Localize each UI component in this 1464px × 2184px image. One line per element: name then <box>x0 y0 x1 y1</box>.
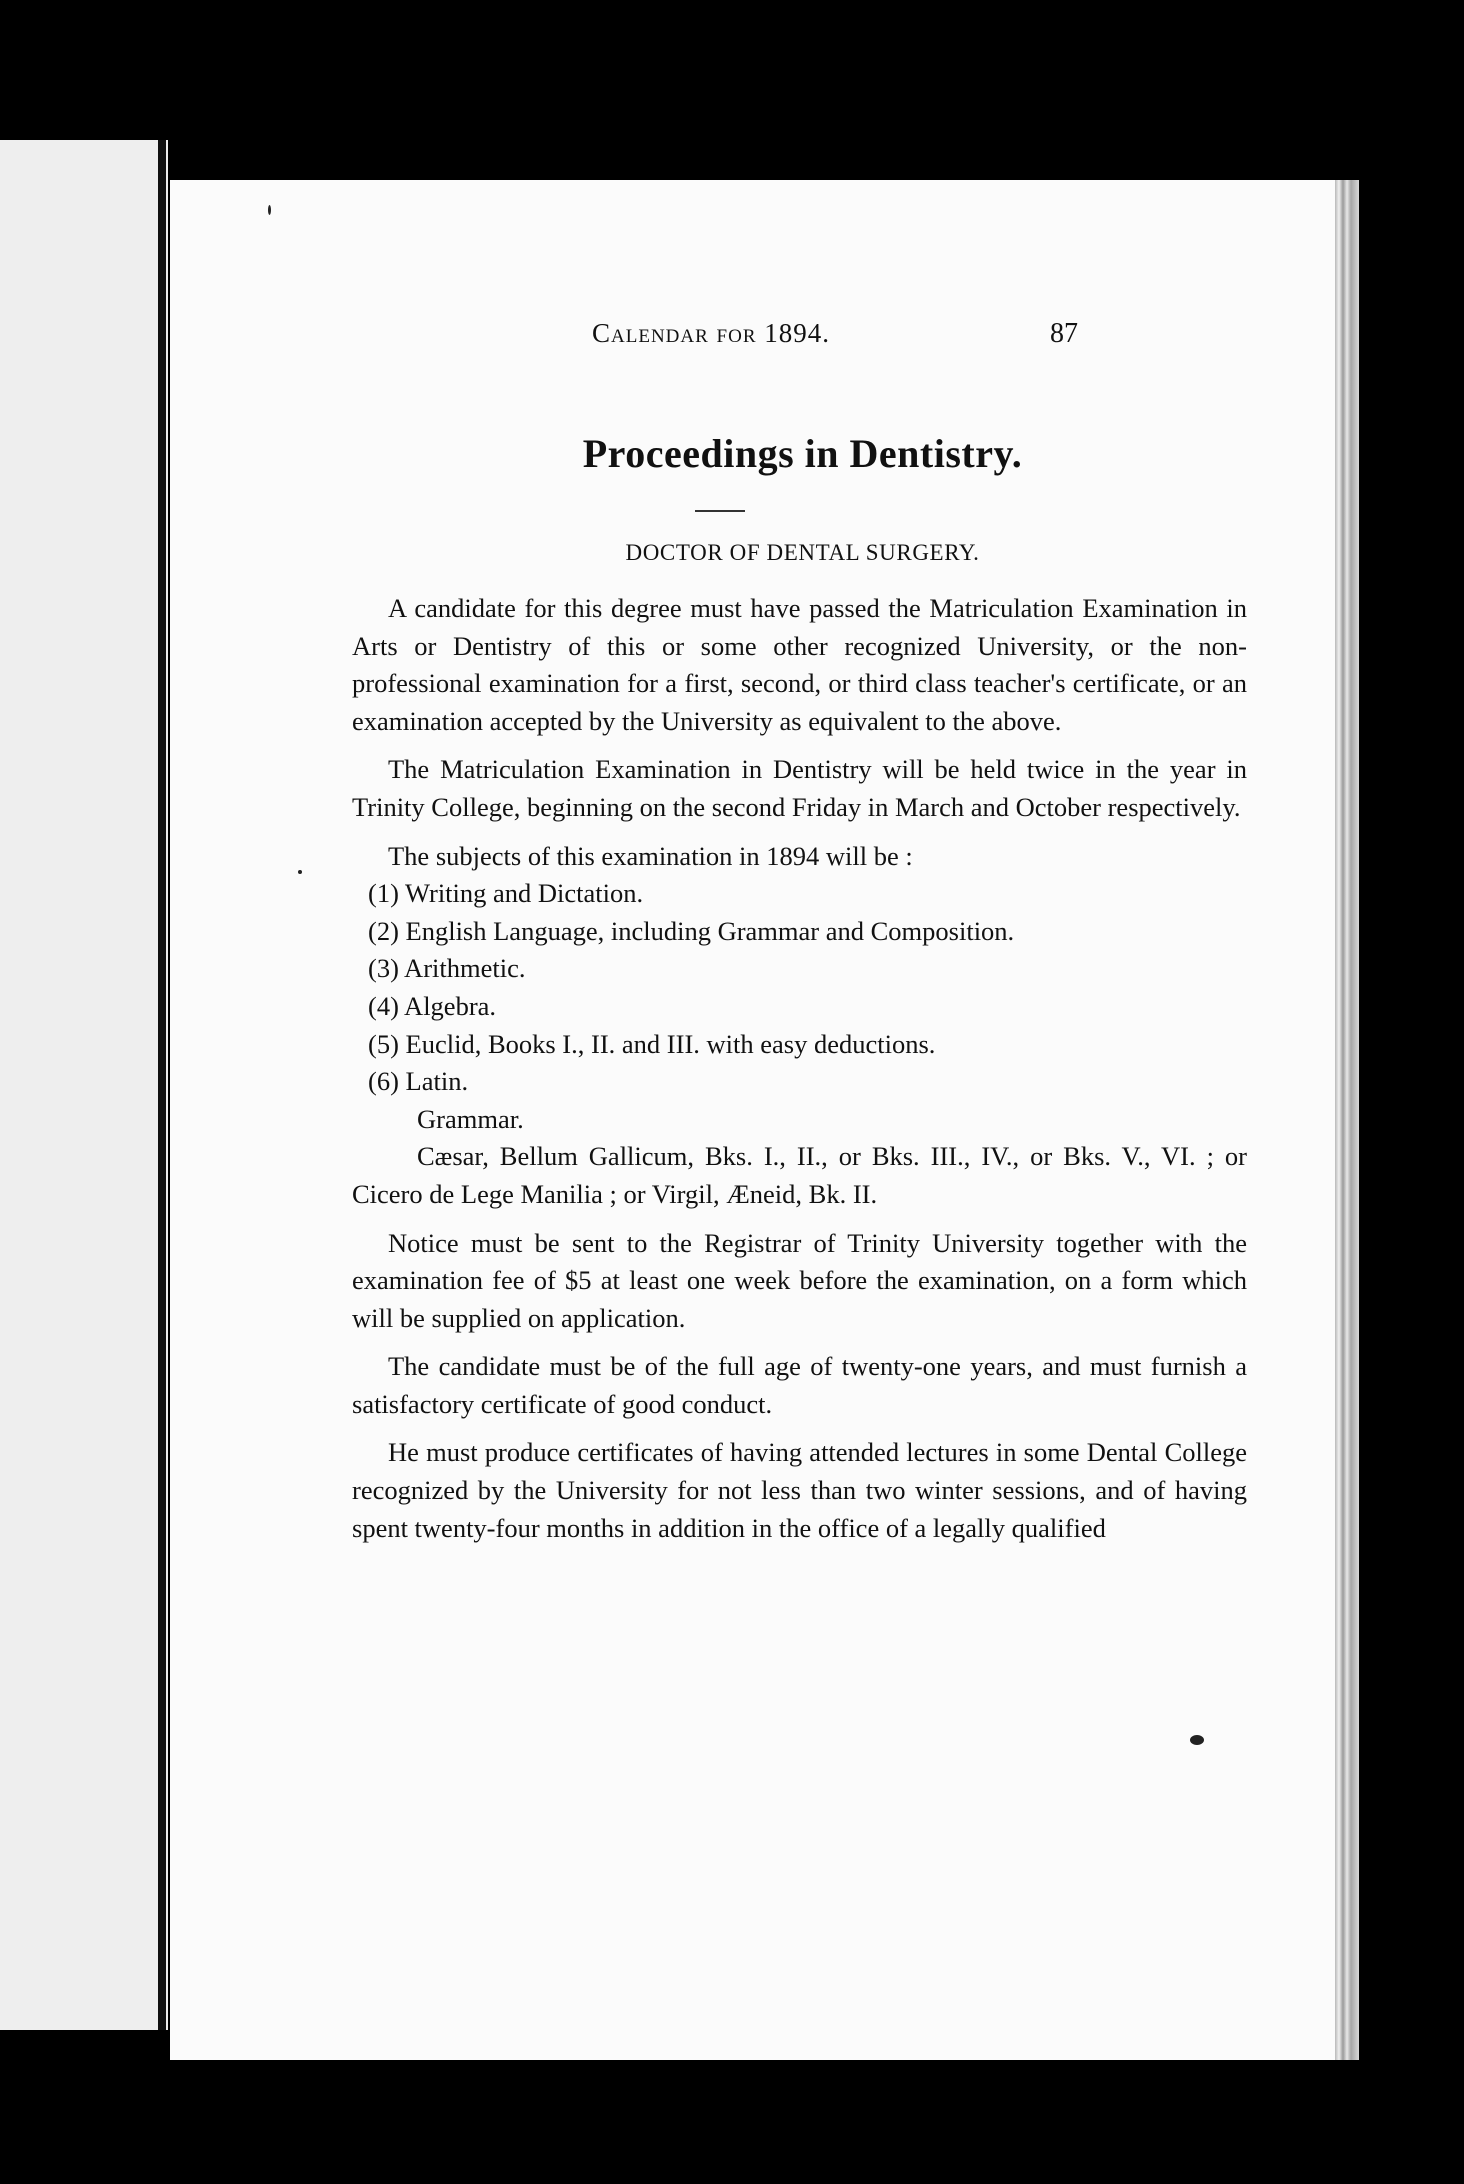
paragraph-notice: Notice must be sent to the Registrar of Trinity University together with the examination fee of $5 at least one week before the examination, on a form which will be supplied on application. <box>352 1227 1247 1333</box>
body-text <box>352 590 1247 1558</box>
subject-item: (6) Latin. <box>368 1066 469 1097</box>
latin-grammar: Grammar. <box>417 1103 524 1134</box>
paragraph-age: The candidate must be of the full age of twenty-one years, and must furnish a satisfactory certificate of good conduct. <box>352 1351 1247 1419</box>
document-page <box>170 180 1335 2060</box>
subject-item: (5) Euclid, Books I., II. and III. with easy deductions. <box>368 1028 936 1059</box>
paragraph-subjects-intro: The subjects of this examination in 1894 will be : <box>388 840 913 871</box>
title-rule <box>695 510 745 512</box>
subject-item: (1) Writing and Dictation. <box>368 878 644 909</box>
section-title-text: Proceedings in Dentistry. <box>582 431 1023 476</box>
paragraph-requirements: A candidate for this degree must have passed the Matriculation Examination in Arts or Dentistry of this or some other recognized University, or the non-professional examination for a first, second, or third class teacher's certificate, or an examination accepted by the University as equivalent to the above. <box>352 593 1247 736</box>
ink-speck <box>1190 1735 1204 1745</box>
page-number: 87 <box>1050 318 1078 349</box>
left-page <box>0 140 168 2030</box>
book-gutter <box>158 140 166 2030</box>
subject-item: (4) Algebra. <box>368 990 497 1021</box>
paragraph-exam-schedule: The Matriculation Examination in Dentistry will be held twice in the year in Trinity College, beginning on the second Friday in March and October respectively. <box>352 754 1247 822</box>
subject-item: (3) Arithmetic. <box>368 953 526 984</box>
page-edge <box>1335 180 1359 2060</box>
subhead <box>170 540 1335 566</box>
ink-speck <box>298 870 302 874</box>
ink-speck <box>268 205 271 215</box>
running-title: Calendar for 1894. <box>592 318 830 348</box>
latin-authors: Cæsar, Bellum Gallicum, Bks. I., II., or Bks. III., IV., or Bks. V., VI. ; or Cicero de Lege Manilia ; or Virgil, Æneid, Bk. II. <box>352 1141 1247 1209</box>
section-title <box>170 430 1335 477</box>
paragraph-certificates: He must produce certificates of having attended lectures in some Dental College recognized by the University for not less than two winter sessions, and of having spent twenty-four months in addition in the office of a legally qualified <box>352 1437 1247 1543</box>
subject-item: (2) English Language, including Grammar and Composition. <box>368 915 1015 946</box>
subhead-text: DOCTOR OF DENTAL SURGERY. <box>625 540 980 565</box>
running-head <box>170 318 1335 368</box>
